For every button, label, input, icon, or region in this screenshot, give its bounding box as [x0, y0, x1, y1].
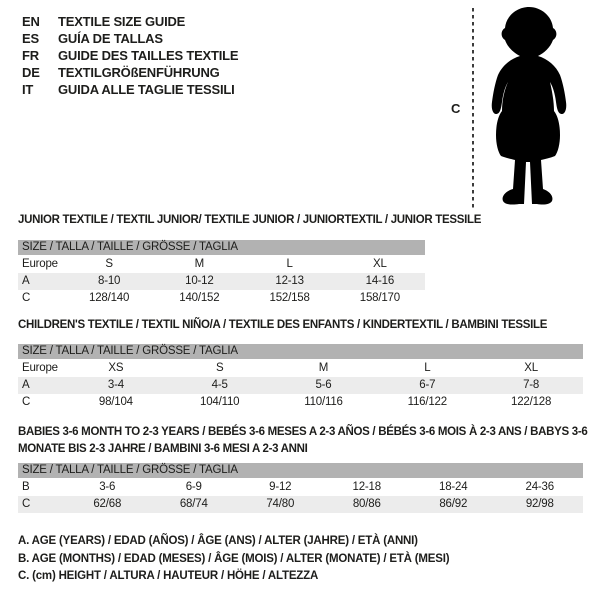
table-cell: 4-5	[211, 379, 228, 391]
table-row	[18, 273, 425, 290]
junior-section-title: JUNIOR TEXTILE / TEXTIL JUNIOR/ TEXTILE JUNIOR / JUNIORTEXTIL / JUNIOR TESSILE	[18, 214, 482, 226]
height-measure-dashed-line	[472, 8, 474, 208]
table-cell: 80/86	[352, 498, 381, 510]
babies-size-table	[18, 463, 583, 513]
children-section-title: CHILDREN'S TEXTILE / TEXTIL NIÑO/A / TEXTILE DES ENFANTS / KINDERTEXTIL / BAMBINI TESSILE	[18, 319, 548, 331]
language-code: DE	[22, 65, 40, 80]
table-cell: 14-16	[365, 275, 395, 287]
size-table-header: SIZE / TALLA / TAILLE / GRÖSSE / TAGLIA	[18, 240, 425, 255]
table-cell: XS	[108, 362, 124, 374]
table-cell: 9-12	[269, 481, 292, 493]
language-label: TEXTILGRÖßENFÜHRUNG	[58, 65, 220, 80]
table-cell: 74/80	[266, 498, 295, 510]
language-label: GUÍA DE TALLAS	[58, 31, 163, 46]
table-cell: L	[286, 258, 293, 270]
row-label: B	[22, 481, 30, 493]
row-label: C	[22, 396, 31, 408]
size-table-header: SIZE / TALLA / TAILLE / GRÖSSE / TAGLIA	[18, 344, 583, 359]
language-list	[22, 13, 238, 98]
table-cell: M	[318, 362, 329, 374]
size-table-header: SIZE / TALLA / TAILLE / GRÖSSE / TAGLIA	[18, 463, 583, 478]
table-cell: 5-6	[315, 379, 332, 391]
table-cell: 98/104	[98, 396, 133, 408]
row-label: A	[22, 379, 30, 391]
table-cell: 3-6	[99, 481, 116, 493]
language-label: GUIDA ALLE TAGLIE TESSILI	[58, 82, 235, 97]
table-cell: S	[105, 258, 113, 270]
table-row	[18, 360, 583, 377]
footnotes	[18, 533, 449, 586]
table-cell: 86/92	[439, 498, 468, 510]
table-cell: 24-36	[525, 481, 554, 493]
footnote-a: A. AGE (YEARS) / EDAD (AÑOS) / ÂGE (ANS) / ALTER (JAHRE) / ETÀ (ANNI)	[18, 535, 418, 547]
height-label: C	[451, 101, 461, 116]
row-label: Europe	[22, 258, 58, 270]
table-cell: 6-9	[185, 481, 202, 493]
table-row	[18, 394, 583, 411]
table-cell: M	[194, 258, 205, 270]
table-cell: 92/98	[525, 498, 554, 510]
table-cell: 12-18	[352, 481, 381, 493]
table-cell: 158/170	[359, 292, 400, 304]
table-cell: 62/68	[93, 498, 122, 510]
table-cell: L	[424, 362, 431, 374]
table-cell: 3-4	[107, 379, 124, 391]
footnote-c: C. (cm) HEIGHT / ALTURA / HAUTEUR / HÖHE / ALTEZZA	[18, 570, 319, 582]
table-cell: 116/122	[407, 396, 447, 408]
children-size-table	[18, 344, 583, 411]
babies-section-title: BABIES 3-6 MONTH TO 2-3 YEARS / BEBÉS 3-6 MESES A 2-3 AÑOS / BÉBÉS 3-6 MOIS À 2-3 ANS / BABYS 3-6 MONATE BIS 2-3 JAHRE / BAMBINI 3-6 MESI A 2-3 ANNI	[18, 426, 588, 455]
table-row	[18, 479, 583, 496]
language-code: ES	[22, 31, 39, 46]
table-cell: 12-13	[275, 275, 304, 287]
table-cell: XL	[524, 362, 538, 374]
table-cell: 8-10	[98, 275, 121, 287]
row-label: A	[22, 275, 30, 287]
table-row	[18, 256, 425, 273]
language-code: FR	[22, 48, 39, 63]
table-row	[18, 377, 583, 394]
language-code: EN	[22, 14, 40, 29]
language-label: GUIDE DES TAILLES TEXTILE	[58, 48, 239, 63]
table-cell: 7-8	[523, 379, 540, 391]
table-cell: 6-7	[419, 379, 436, 391]
table-cell: 104/110	[200, 396, 240, 408]
table-cell: 140/152	[179, 292, 220, 304]
row-label: Europe	[22, 362, 58, 374]
table-cell: XL	[373, 258, 387, 270]
table-cell: 10-12	[185, 275, 214, 287]
footnote-b: B. AGE (MONTHS) / EDAD (MESES) / ÂGE (MOIS) / ALTER (MONATE) / ETÀ (MESI)	[18, 552, 450, 565]
table-cell: 128/140	[89, 292, 130, 304]
row-label: C	[22, 498, 31, 510]
table-row	[18, 496, 583, 513]
table-cell: 122/128	[511, 396, 552, 408]
table-cell: 152/158	[269, 292, 310, 304]
table-row	[18, 290, 425, 307]
table-cell: 68/74	[179, 498, 208, 510]
junior-size-table	[18, 240, 425, 307]
table-cell: 18-24	[439, 481, 468, 493]
table-cell: 110/116	[304, 396, 343, 408]
language-code: IT	[22, 82, 34, 97]
row-label: C	[22, 292, 31, 304]
table-cell: S	[215, 362, 224, 374]
baby-silhouette	[477, 4, 581, 214]
language-label: TEXTILE SIZE GUIDE	[58, 14, 186, 29]
